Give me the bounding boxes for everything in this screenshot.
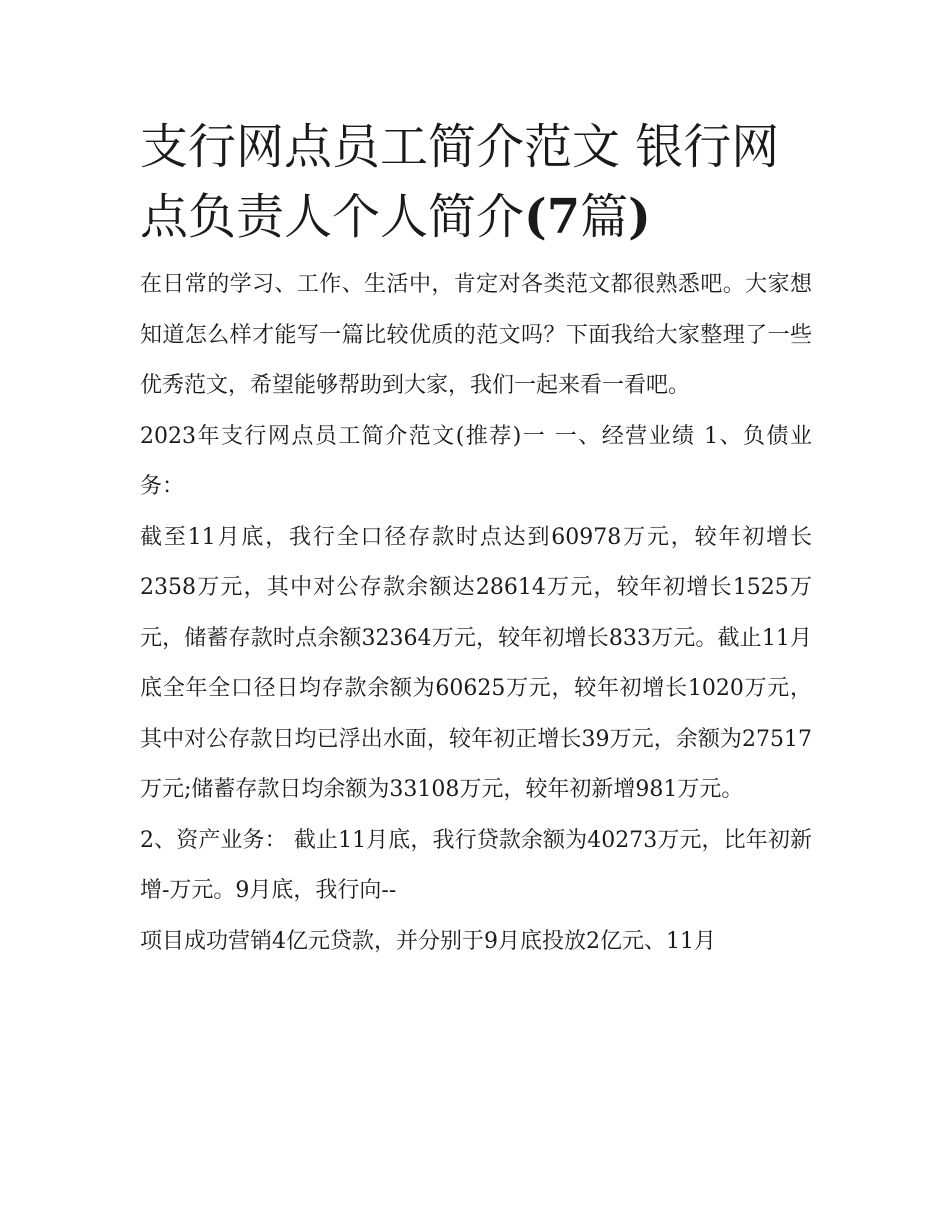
title-text: 支行网点员工简介范文 银行网点负责人个人简介 [140,119,780,245]
title-count-unit: 篇 [580,189,629,245]
document-page [140,112,812,967]
paragraph-heading: 2023年支行网点员工简介范文(推荐)一 一、经营业绩 1、负债业务： [140,423,812,499]
paragraph-assets: 2、资产业务： 截止11月底，我行贷款余额为40273万元，比年初新增-万元。9月底，我行向-- [140,827,812,903]
document-title [140,112,812,252]
paragraph-loans: 项目成功营销4亿元贷款，并分别于9月底投放2亿元、11月 [140,928,716,954]
paragraph-liabilities: 截至11月底，我行全口径存款时点达到60978万元，较年初增长2358万元，其中对公存款余额达28614万元，较年初增长1525万元，储蓄存款时点余额32364万元，较年初增长833万元。截止11月底全年全口径日均存款余额为60625万元，较年初增长1020万元，其中对公存款日均已浮出水面，较年初正增长39万元，余额为27517万元;储蓄存款日均余额为33108万元，较年初新增981万元。 [140,524,812,802]
title-count-close: ) [628,189,651,245]
title-count-open: (7 [524,189,581,245]
paragraph-intro: 在日常的学习、工作、生活中，肯定对各类范文都很熟悉吧。大家想知道怎么样才能写一篇比较优质的范文吗？下面我给大家整理了一些优秀范文，希望能够帮助到大家，我们一起来看一看吧。 [140,272,812,398]
